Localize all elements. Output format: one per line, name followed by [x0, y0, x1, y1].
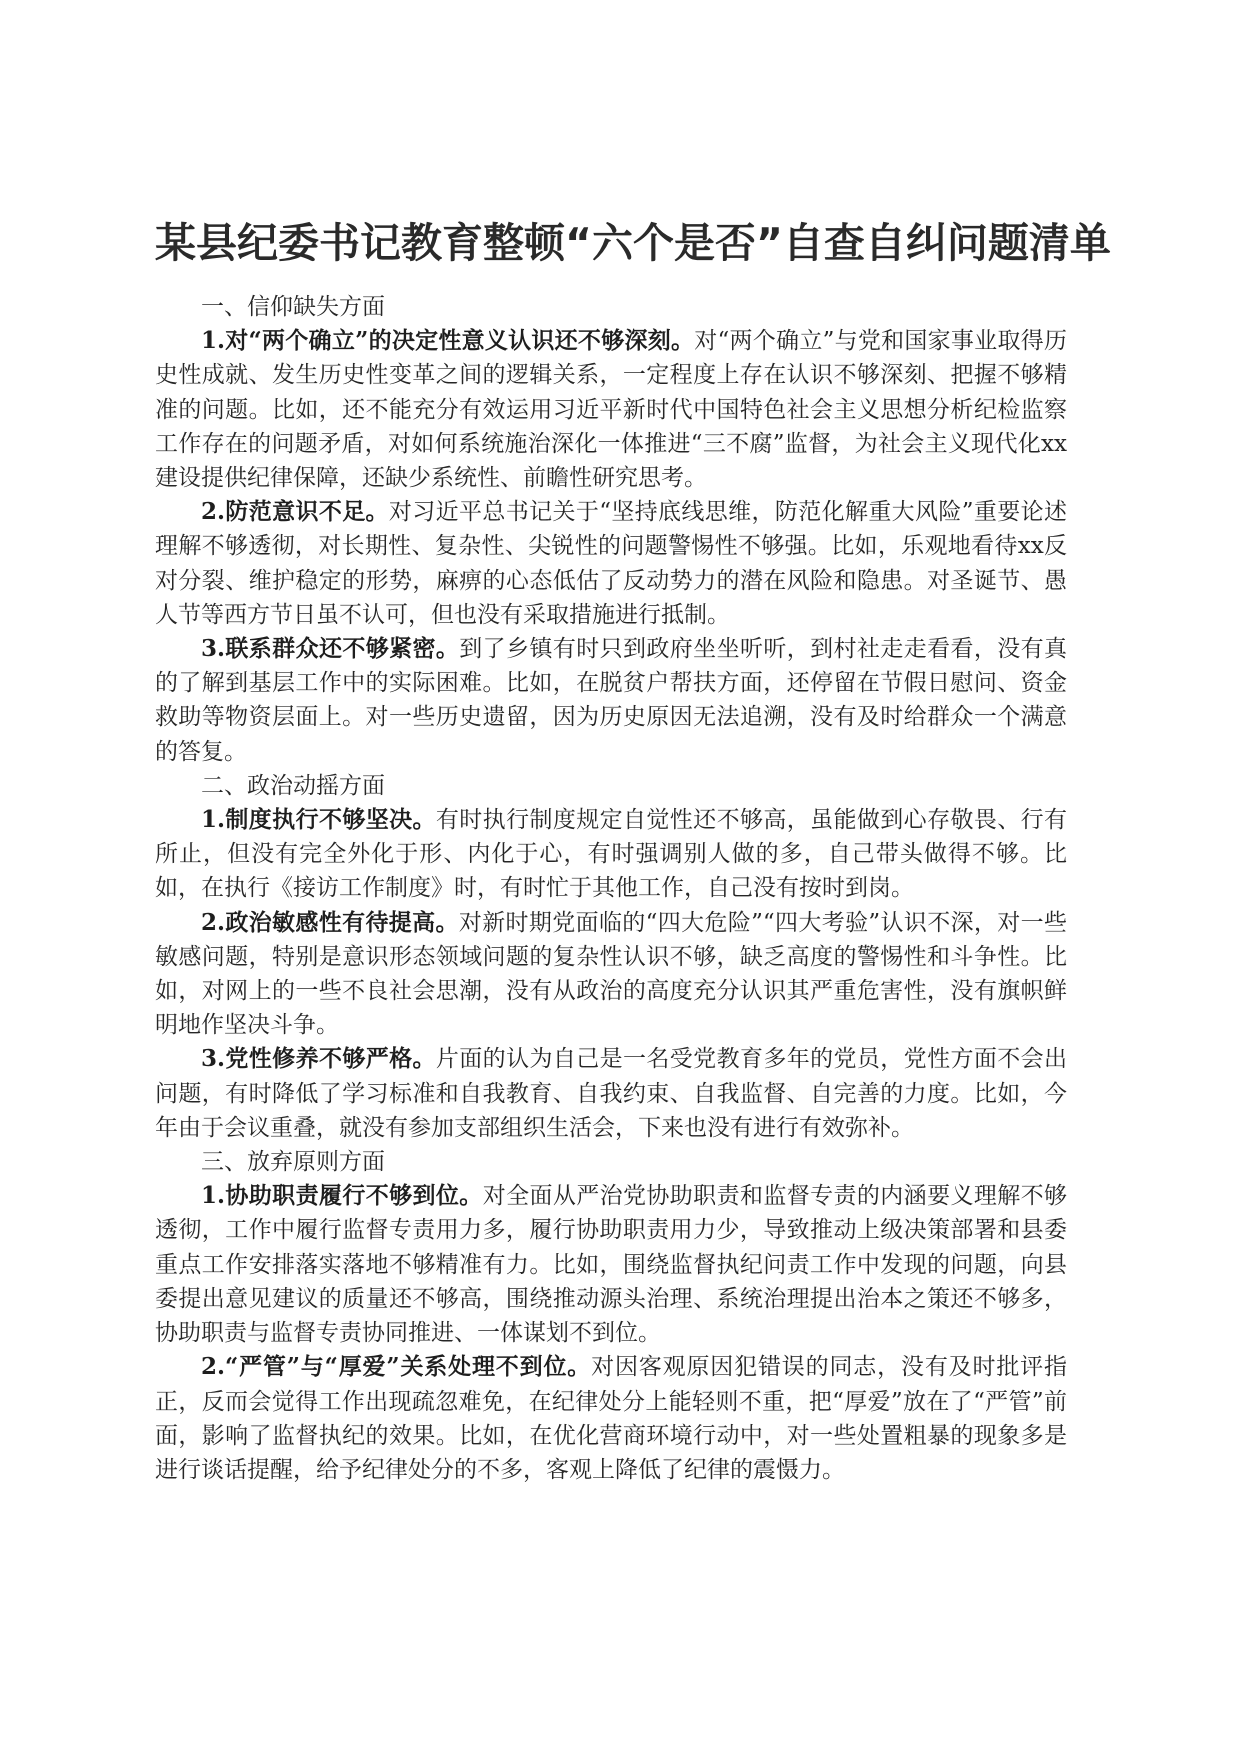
item-text: 有时执行制度规定自觉性还不够高，虽能做到心存敬畏、行有所止，但没有完全外化于形、内化于心，有时强调别人做的多，自己带头做得不够。比如，在执行《接访工作制度》时，有时忙于其他工作，自己没有按时到岗。	[155, 807, 1068, 902]
item-text: 对全面从严治党协助职责和监督专责的内涵要义理解不够透彻，工作中履行监督专责用力多，履行协助职责用力少，导致推动上级决策部署和县委重点工作安排落实落地不够精准有力。比如，围绕监督执纪问责工作中发现的问题，向县委提出意见建议的质量还不够高，围绕推动源头治理、系统治理提出治本之策还不够多，协助职责与监督专责协同推进、一体谋划不到位。	[155, 1183, 1068, 1347]
section-2-item-1	[155, 803, 1067, 906]
section-1-item-2	[155, 495, 1067, 632]
item-lead: 3.联系群众还不够紧密。	[201, 635, 460, 663]
item-lead: 1.对“两个确立”的决定性意义认识还不够深刻。	[201, 327, 695, 355]
item-text: 片面的认为自己是一名受党教育多年的党员，党性方面不会出问题，有时降低了学习标准和自我教育、自我约束、自我监督、自完善的力度。比如，今年由于会议重叠，就没有参加支部组织生活会，下来也没有进行有效弥补。	[155, 1046, 1068, 1141]
item-lead: 2.政治敏感性有待提高。	[201, 908, 459, 936]
item-text: 对新时期党面临的“四大危险”“四大考验”认识不深，对一些敏感问题，特别是意识形态领域问题的复杂性认识不够，缺乏高度的警惕性和斗争性。比如，对网上的一些不良社会思潮，没有从政治的高度充分认识其严重危害性，没有旗帜鲜明地作坚决斗争。	[155, 909, 1067, 1039]
item-lead: 2.“严管”与“厚爱”关系处理不到位。	[201, 1353, 592, 1381]
document-body	[155, 290, 1067, 1487]
section-1-item-1	[155, 324, 1067, 495]
section-heading-3: 三、放弃原则方面	[201, 1149, 385, 1176]
section-2-item-2	[155, 906, 1067, 1043]
item-text: 对“两个确立”与党和国家事业取得历史性成就、发生历史性变革之间的逻辑关系，一定程度上存在认识不够深刻、把握不够精准的问题。比如，还不能充分有效运用习近平新时代中国特色社会主义思想分析纪检监察工作存在的问题矛盾，对如何系统施治深化一体推进“三不腐”监督，为社会主义现代化xx建设提供纪律保障，还缺少系统性、前瞻性研究思考。	[155, 328, 1067, 492]
section-2-item-3	[155, 1042, 1067, 1145]
document-page	[155, 0, 1111, 1754]
section-1-item-3	[155, 632, 1067, 769]
item-text: 对因客观原因犯错误的同志，没有及时批评指正，反而会觉得工作出现疏忽难免，在纪律处分上能轻则不重，把“厚爱”放在了“严管”前面，影响了监督执纪的效果。比如，在优化营商环境行动中，对一些处置粗暴的现象多是进行谈话提醒，给予纪律处分的不多，客观上降低了纪律的震慑力。	[155, 1354, 1067, 1483]
item-lead: 2.防范意识不足。	[201, 498, 389, 526]
item-text: 到了乡镇有时只到政府坐坐听听，到村社走走看看，没有真的了解到基层工作中的实际困难。比如，在脱贫户帮扶方面，还停留在节假日慰问、资金救助等物资层面上。对一些历史遗留，因为历史原因无法追溯，没有及时给群众一个满意的答复。	[155, 636, 1068, 765]
section-heading-1: 一、信仰缺失方面	[201, 294, 385, 320]
item-lead: 1.制度执行不够坚决。	[201, 806, 436, 834]
document-title: 某县纪委书记教育整顿“六个是否”自查自纠问题清单	[155, 219, 1111, 267]
item-lead: 3.党性修养不够严格。	[201, 1045, 436, 1073]
section-3-item-2	[155, 1350, 1067, 1487]
item-lead: 1.协助职责履行不够到位。	[201, 1182, 483, 1210]
section-heading-2: 二、政治动摇方面	[201, 772, 385, 799]
item-text: 对习近平总书记关于“坚持底线思维，防范化解重大风险”重要论述理解不够透彻，对长期性、复杂性、尖锐性的问题警惕性不够强。比如，乐观地看待xx反对分裂、维护稳定的形势，麻痹的心态低估了反动势力的潜在风险和隐患。对圣诞节、愚人节等西方节日虽不认可，但也没有采取措施进行抵制。	[155, 499, 1067, 628]
section-3-item-1	[155, 1179, 1067, 1350]
